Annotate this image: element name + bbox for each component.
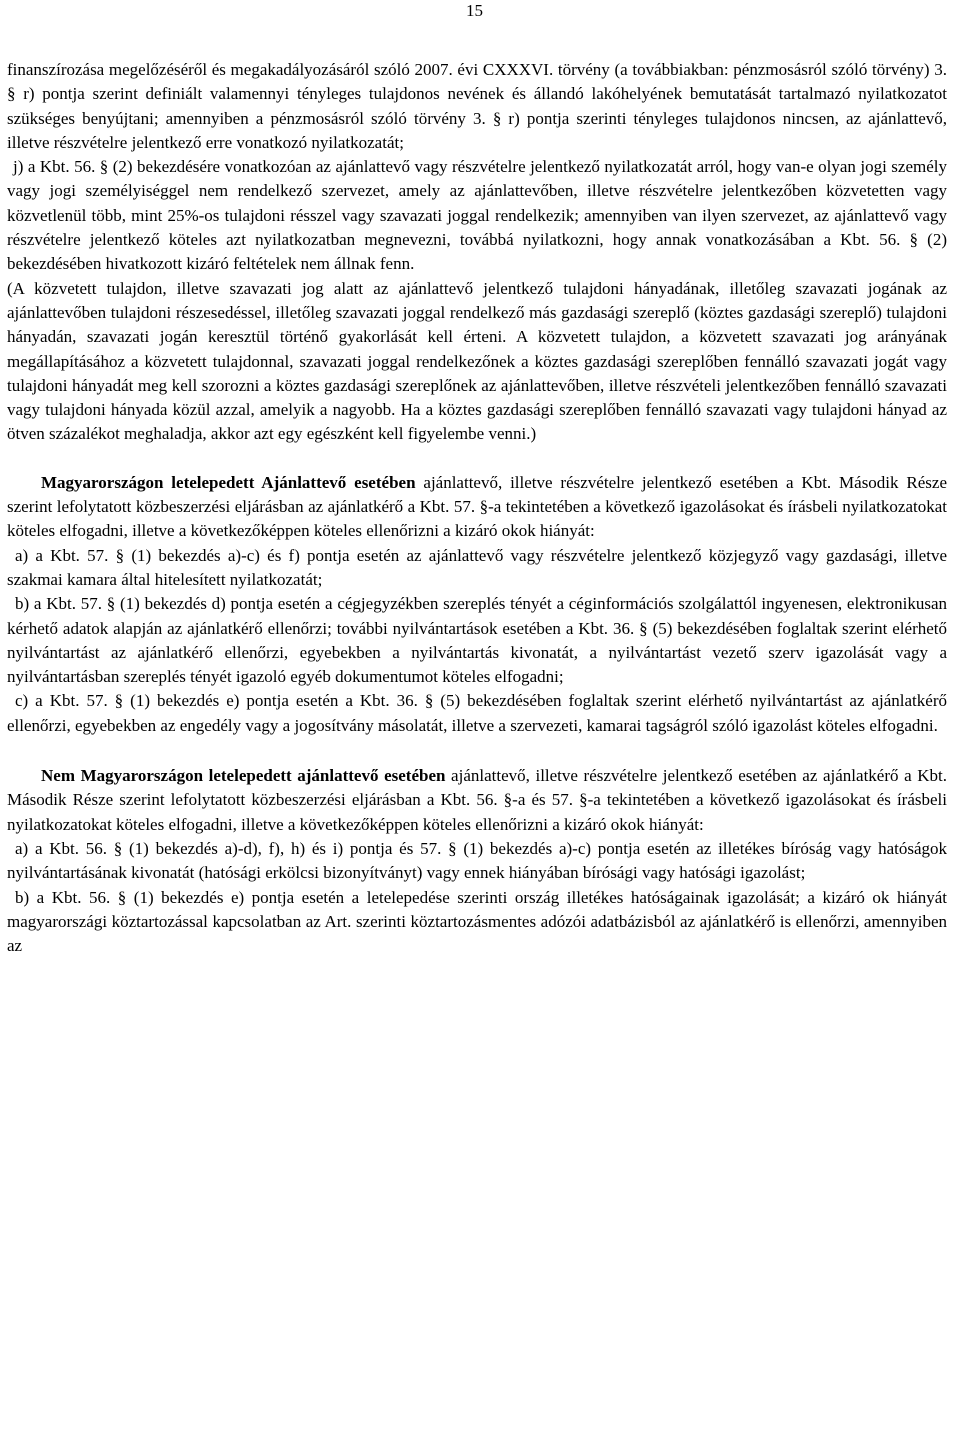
heading-foreign-bidder: Nem Magyarországon letelepedett ajánlattevő esetében — [41, 766, 446, 786]
document-body — [7, 58, 947, 958]
paragraph-foreign-bidder — [7, 764, 947, 837]
list-item-domestic-a: a) a Kbt. 57. § (1) bekezdés a)-c) és f) pontja esetén az ajánlattevő vagy részvételre jelentkező közjegyző vagy gazdasági, illetve szakmai kamara által hitelesített nyilatkozatát; — [7, 545, 947, 589]
heading-domestic-bidder: Magyarországon letelepedett Ajánlattevő esetében — [41, 472, 416, 492]
paragraph-item-j: j) a Kbt. 56. § (2) bekezdésére vonatkozóan az ajánlattevő vagy részvételre jelentkező nyilatkozatát arról, hogy van-e olyan jogi személy vagy jogi személyiséggel nem rendelkező szervezet, amely az ajánlattevőben, illetve részvételre jelentkezőben közvetetten vagy közvetlenül több, mint 25%-os tulajdoni résszel vagy szavazati joggal rendelkezik; amennyiben van ilyen szervezet, az ajánlattevő vagy részvételre jelentkező köteles azt nyilatkozatban megnevezni, továbbá nyilatkozni, hogy annak vonatkozásában a Kbt. 56. § (2) bekezdésében hivatkozott kizáró feltételek nem állnak fenn. — [7, 157, 947, 274]
paragraph-pmt-owner: finanszírozása megelőzéséről és megakadályozásáról szóló 2007. évi CXXXVI. törvény (a továbbiakban: pénzmosásról szóló törvény) 3. § r) pontja szerint definiált valamennyi tényleges tulajdonos nevének és állandó lakóhelyének bemutatását tartalmazó nyilatkozatot szükséges benyújtani; amennyiben a pénzmosásról szóló törvény 3. § r) pontja szerinti tényleges tulajdonos nincsen, az ajánlattevő, illetve részvételre jelentkező erre vonatkozó nyilatkozatát; — [7, 60, 947, 152]
spacer — [7, 447, 947, 471]
list-item-foreign-a: a) a Kbt. 56. § (1) bekezdés a)-d), f), h) és i) pontja és 57. § (1) bekezdés a)-c) pontja esetén az illetékes bíróság vagy hatóságok nyilvántartásának kivonatát (hatósági erkölcsi bizonyítványt) vagy ennek hiányában bírósági vagy hatósági igazolást; — [7, 838, 947, 883]
domestic-bidder-text: ajánlattevő, illetve részvételre jelentkező esetében a Kbt. Második Része szerint lefolytatott közbeszerzési eljárásban az ajánlatkérő a Kbt. 57. §-a tekintetében a következő igazolásokat és írásbeli nyilatkozatokat köteles elfogadni, illetve a következőképpen köteles ellenőrizni a kizáró okok hiányát: — [7, 472, 947, 541]
paragraph-indirect-ownership: (A közvetett tulajdon, illetve szavazati jog alatt az ajánlattevő jelentkező tulajdoni hányadának, illetőleg szavazati jogának az ajánlattevőben tulajdoni részesedéssel, illetőleg szavazati joggal rendelkező más gazdasági szereplő (köztes gazdasági szereplő) tulajdoni hányadán, szavazati jogán keresztül történő gyakorlását kell érteni. A közvetett tulajdon, a közvetett szavazati jog arányának megállapításához a közvetett tulajdonnal, szavazati joggal rendelkezőnek a köztes gazdasági szereplőben fennálló szavazati jogát vagy tulajdoni hányadát meg kell szorozni a köztes gazdasági szereplőnek az ajánlattevőben, illetve részvételi jelentkezőben fennálló szavazati vagy tulajdoni hányada közül azzal, amelyik a nagyobb. Ha a köztes gazdasági szereplőben fennálló szavazati vagy tulajdoni hányad az ötven százalékot meghaladja, akkor azt egy egészként kell figyelembe venni.) — [7, 278, 947, 444]
list-item-domestic-c: c) a Kbt. 57. § (1) bekezdés e) pontja esetén a Kbt. 36. § (5) bekezdésében foglaltak szerint elérhető nyilvántartást az ajánlatkérő ellenőrzi, egyebekben az engedély vagy a jogosítvány másolatát, illetve a szervezeti, kamarai tagságról szóló igazolást köteles elfogadni. — [7, 691, 947, 735]
list-item-domestic-b: b) a Kbt. 57. § (1) bekezdés d) pontja esetén a cégjegyzékben szereplés tényét a céginformációs szolgálattól ingyenesen, elektronikusan kérhető adatok alapján az ajánlatkérő ellenőrzi; további nyilvántartások esetében a Kbt. 36. § (5) bekezdésében foglaltak szerint elérhető nyilvántartást az ajánlatkérő ellenőrzi, egyebekben a nyilvántartás kivonatát, a nyilvántartást vezető szerv igazolását vagy a nyilvántartásban szereplés tényét igazoló egyéb dokumentumot köteles elfogadni; — [7, 594, 947, 687]
foreign-bidder-text: ajánlattevő, illetve részvételre jelentkező esetében az ajánlatkérő a Kbt. Második Része szerint lefolytatott közbeszerzési eljárásban a Kbt. 56. §-a és 57. §-a tekintetében a következő igazolásokat és írásbeli nyilatkozatokat köteles elfogadni, illetve a következőképpen köteles ellenőrizni a kizáró okok hiányát: — [7, 766, 947, 834]
paragraph-domestic-bidder — [7, 471, 947, 544]
page-number: 15 — [466, 1, 483, 20]
list-item-foreign-b: b) a Kbt. 56. § (1) bekezdés e) pontja esetén a letelepedése szerinti ország illetékes hatóságainak igazolását; a kizáró ok hiányát magyarországi köztartozással kapcsolatban az Art. szerinti köztartozásmentes adózói adatbázisból az ajánlatkérő is ellenőrzi, amennyiben az — [7, 887, 947, 956]
spacer — [7, 738, 947, 764]
